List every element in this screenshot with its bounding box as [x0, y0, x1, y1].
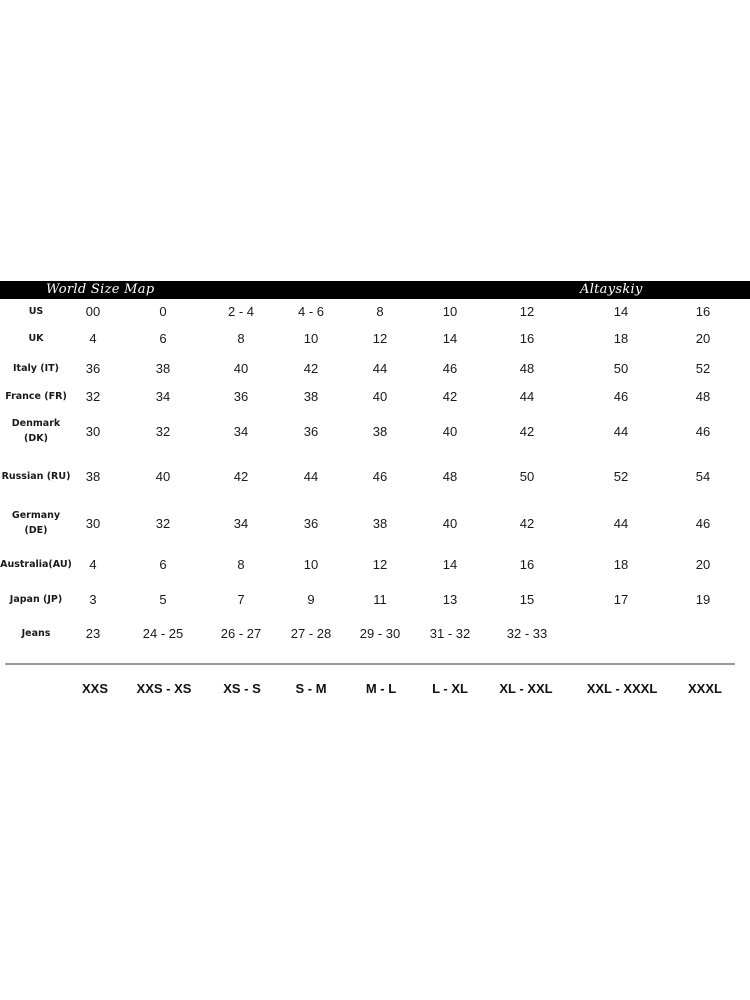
table-cell: [672, 616, 734, 650]
table-cell: 10: [303, 556, 319, 572]
table-cell: 44: [303, 469, 319, 484]
table-cell: 48: [695, 388, 711, 404]
letter-size: S - M: [295, 680, 327, 696]
table-cell: 36: [303, 423, 319, 439]
table-cell: 9: [307, 591, 315, 607]
letter-size: XXS - XS: [136, 680, 192, 696]
row-label: Italy (IT): [13, 362, 59, 374]
table-cell: 18: [613, 556, 629, 572]
table-cell: 32: [155, 515, 171, 531]
table-cell: 40: [233, 360, 249, 376]
table-row-germany: [0, 500, 750, 546]
letter-size-row: [0, 678, 750, 698]
table-cell: 27 - 28: [290, 625, 332, 641]
table-cell: 42: [519, 515, 535, 531]
table-cell: 42: [303, 360, 319, 376]
table-cell: 50: [519, 469, 535, 484]
table-cell: 34: [233, 515, 249, 531]
table-cell: 34: [233, 423, 249, 439]
table-cell: 8: [237, 556, 245, 572]
title-banner: [0, 281, 750, 299]
table-cell: 54: [695, 469, 711, 484]
table-cell: 11: [373, 591, 387, 607]
table-cell: 46: [695, 515, 711, 531]
letter-size: XXXL: [688, 680, 722, 696]
table-cell: 12: [372, 556, 388, 572]
table-cell: 17: [613, 591, 629, 607]
table-cell: 38: [372, 423, 388, 439]
table-cell: 40: [442, 515, 458, 531]
table-cell: 0: [159, 304, 167, 319]
table-cell: 40: [155, 469, 171, 484]
table-cell: 44: [372, 360, 388, 376]
table-cell: 14: [442, 556, 458, 572]
table-cell: 38: [372, 515, 388, 531]
table-cell: 32: [85, 388, 101, 404]
table-cell: 14: [442, 331, 458, 346]
table-cell: 42: [519, 423, 535, 439]
table-cell: 48: [519, 360, 535, 376]
table-cell: 38: [155, 360, 171, 376]
table-row-japan: [0, 582, 750, 616]
table-cell: 52: [695, 360, 711, 376]
table-cell: 6: [159, 556, 167, 572]
table-cell: 12: [519, 304, 535, 319]
table-cell: 29 - 30: [359, 625, 401, 641]
row-label: US: [28, 306, 44, 317]
letter-size: XXS: [81, 680, 108, 696]
table-cell: 32: [155, 423, 171, 439]
table-cell: 36: [233, 388, 249, 404]
table-cell: 44: [519, 388, 535, 404]
table-row-italy: [0, 353, 750, 383]
table-cell: 42: [442, 388, 458, 404]
table-cell: 32 - 33: [506, 625, 548, 641]
table-cell: [590, 616, 652, 650]
table-cell: 16: [519, 331, 535, 346]
table-cell: 46: [613, 388, 629, 404]
table-cell: 6: [159, 331, 167, 346]
row-label: UK: [28, 333, 44, 344]
table-row-russia: [0, 453, 750, 500]
row-label: Jeans: [21, 627, 51, 639]
table-cell: 24 - 25: [142, 625, 184, 641]
table-cell: 12: [372, 331, 388, 346]
table-cell: 8: [376, 304, 384, 319]
table-cell: 52: [613, 469, 629, 484]
table-cell: 8: [237, 331, 245, 346]
letter-size: XS - S: [223, 680, 261, 696]
table-cell: 46: [372, 469, 388, 484]
table-cell: 26 - 27: [220, 625, 262, 641]
letter-size: XXL - XXXL: [586, 680, 658, 696]
table-cell: 34: [155, 388, 171, 404]
size-table: [0, 299, 750, 650]
table-cell: 15: [519, 591, 535, 607]
table-cell: 30: [85, 423, 101, 439]
chart-title: World Size Map: [46, 282, 155, 297]
table-cell: 13: [442, 591, 458, 607]
table-cell: 2 - 4: [227, 304, 254, 319]
table-cell: 44: [613, 423, 629, 439]
table-row-australia: [0, 546, 750, 582]
table-row-us: [0, 299, 750, 324]
row-label: Japan (JP): [9, 593, 63, 605]
letter-size: L - XL: [432, 680, 468, 696]
table-cell: 46: [442, 360, 458, 376]
table-cell: 18: [613, 331, 629, 346]
table-cell: 20: [695, 331, 711, 346]
table-cell: 5: [159, 591, 167, 607]
table-cell: 38: [85, 469, 101, 484]
table-cell: 42: [233, 469, 249, 484]
table-cell: 36: [85, 360, 101, 376]
table-cell: 40: [442, 423, 458, 439]
table-cell: 16: [519, 556, 535, 572]
table-cell: 19: [695, 591, 711, 607]
table-row-france: [0, 383, 750, 409]
table-cell: 30: [85, 515, 101, 531]
table-cell: 7: [237, 591, 245, 607]
table-cell: 4: [89, 331, 97, 346]
row-label: Russian (RU): [1, 471, 71, 482]
table-cell: 31 - 32: [429, 625, 471, 641]
table-cell: 10: [303, 331, 319, 346]
table-cell: 4 - 6: [297, 304, 324, 319]
table-cell: 3: [89, 591, 97, 607]
letter-size: XL - XXL: [499, 680, 553, 696]
table-cell: 14: [613, 304, 629, 319]
table-cell: 4: [89, 556, 97, 572]
letter-size: M - L: [365, 680, 397, 696]
divider: [5, 663, 735, 665]
row-label: France (FR): [5, 390, 67, 402]
table-cell: 00: [85, 304, 101, 319]
table-cell: 48: [442, 469, 458, 484]
table-cell: 20: [695, 556, 711, 572]
row-label: Australia(AU): [0, 558, 72, 570]
row-label: Denmark (DK): [11, 418, 61, 444]
table-cell: 44: [613, 515, 629, 531]
table-cell: 16: [695, 304, 711, 319]
row-label: Germany (DE): [11, 510, 61, 536]
table-cell: 23: [85, 625, 101, 641]
table-cell: 40: [372, 388, 388, 404]
table-cell: 36: [303, 515, 319, 531]
table-cell: 10: [442, 304, 458, 319]
table-row-denmark: [0, 409, 750, 453]
table-cell: 38: [303, 388, 319, 404]
brand-name: Altayskiy: [580, 282, 643, 297]
table-row-jeans: [0, 616, 750, 650]
table-cell: 46: [695, 423, 711, 439]
table-cell: 50: [613, 360, 629, 376]
table-row-uk: [0, 324, 750, 353]
